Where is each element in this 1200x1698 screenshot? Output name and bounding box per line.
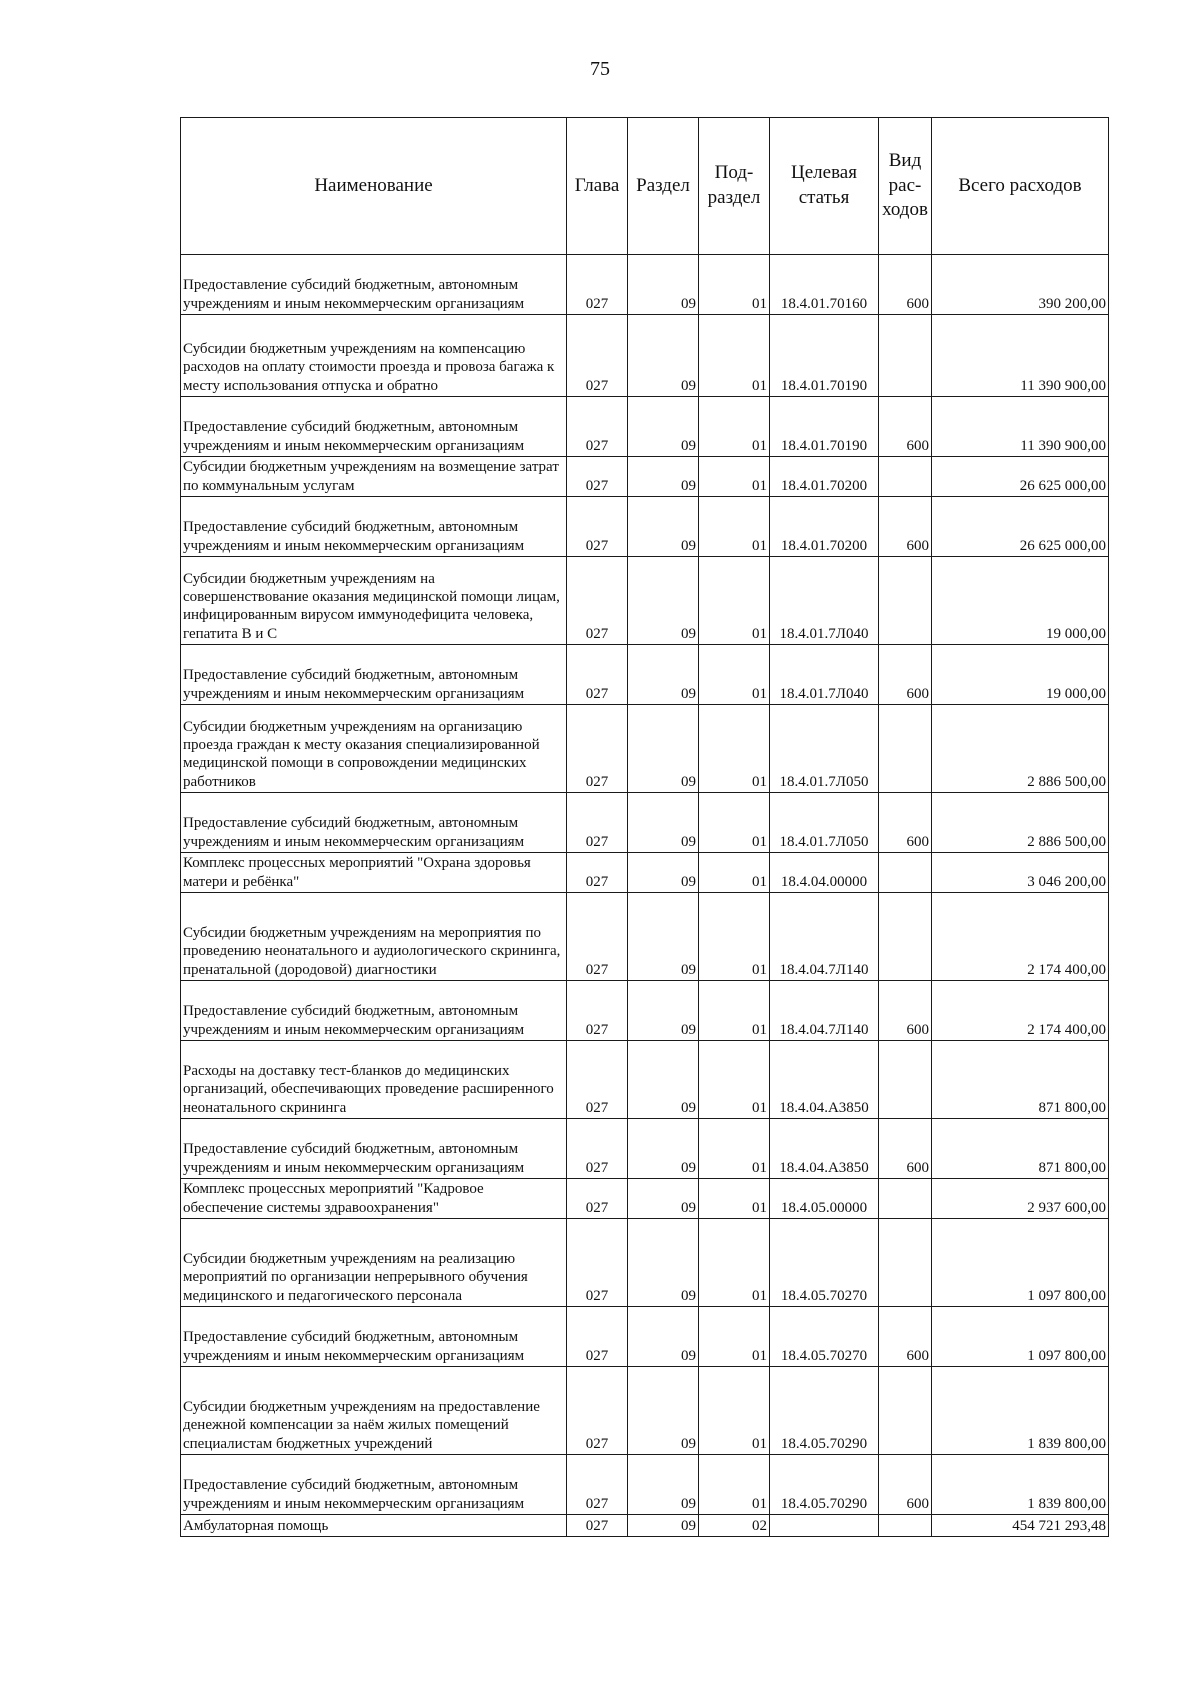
budget-table: [180, 117, 1109, 1537]
table-row: [181, 981, 1109, 1041]
row-subsection: 01: [699, 1041, 770, 1119]
row-total: 19 000,00: [932, 557, 1109, 645]
table-row: [181, 853, 1109, 893]
row-expense-type: 600: [879, 497, 932, 557]
row-name: Предоставление субсидий бюджетным, автономным учреждениям и иным некоммерческим организациям: [181, 645, 567, 705]
row-total: 1 097 800,00: [932, 1219, 1109, 1307]
header-section: Раздел: [628, 118, 699, 255]
header-total: Всего расходов: [932, 118, 1109, 255]
row-target-article: 18.4.01.7Л040: [770, 645, 879, 705]
row-subsection: 01: [699, 853, 770, 893]
row-chapter: 027: [567, 705, 628, 793]
row-subsection: 01: [699, 497, 770, 557]
row-total: 2 174 400,00: [932, 981, 1109, 1041]
row-expense-type: 600: [879, 981, 932, 1041]
row-section: 09: [628, 1515, 699, 1537]
row-chapter: 027: [567, 315, 628, 397]
header-subsection: Под- раздел: [699, 118, 770, 255]
row-target-article: 18.4.05.70270: [770, 1219, 879, 1307]
row-chapter: 027: [567, 497, 628, 557]
row-expense-type: [879, 853, 932, 893]
row-chapter: 027: [567, 793, 628, 853]
page-number: 75: [590, 58, 610, 80]
row-target-article: 18.4.01.70160: [770, 255, 879, 315]
row-chapter: 027: [567, 1455, 628, 1515]
row-target-article: 18.4.04.А3850: [770, 1041, 879, 1119]
row-target-article: 18.4.04.7Л140: [770, 981, 879, 1041]
row-total: 11 390 900,00: [932, 315, 1109, 397]
row-total: 19 000,00: [932, 645, 1109, 705]
row-subsection: 01: [699, 645, 770, 705]
row-name: Предоставление субсидий бюджетным, автономным учреждениям и иным некоммерческим организациям: [181, 981, 567, 1041]
row-expense-type: 600: [879, 255, 932, 315]
row-total: 871 800,00: [932, 1041, 1109, 1119]
table-row: [181, 1219, 1109, 1307]
row-section: 09: [628, 457, 699, 497]
row-total: 26 625 000,00: [932, 497, 1109, 557]
table-row: [181, 557, 1109, 645]
row-target-article: 18.4.04.7Л140: [770, 893, 879, 981]
row-total: 1 839 800,00: [932, 1367, 1109, 1455]
table-row: [181, 1515, 1109, 1537]
row-expense-type: [879, 557, 932, 645]
row-expense-type: 600: [879, 1119, 932, 1179]
row-expense-type: [879, 1219, 932, 1307]
row-name: Предоставление субсидий бюджетным, автономным учреждениям и иным некоммерческим организациям: [181, 255, 567, 315]
row-chapter: 027: [567, 1119, 628, 1179]
row-name: Предоставление субсидий бюджетным, автономным учреждениям и иным некоммерческим организациям: [181, 1119, 567, 1179]
row-total: 26 625 000,00: [932, 457, 1109, 497]
row-name: Субсидии бюджетным учреждениям на организацию проезда граждан к месту оказания специализированной медицинской помощи в сопровождении медицинских работников: [181, 705, 567, 793]
row-expense-type: 600: [879, 645, 932, 705]
row-chapter: 027: [567, 1179, 628, 1219]
row-target-article: 18.4.05.70290: [770, 1367, 879, 1455]
row-section: 09: [628, 397, 699, 457]
row-name: Амбулаторная помощь: [181, 1515, 567, 1537]
table-row: [181, 1307, 1109, 1367]
table-row: [181, 705, 1109, 793]
row-section: 09: [628, 981, 699, 1041]
row-chapter: 027: [567, 645, 628, 705]
row-total: 3 046 200,00: [932, 853, 1109, 893]
table-row: [181, 315, 1109, 397]
table-row: [181, 1367, 1109, 1455]
row-chapter: 027: [567, 255, 628, 315]
row-expense-type: 600: [879, 793, 932, 853]
row-chapter: 027: [567, 1367, 628, 1455]
row-section: 09: [628, 793, 699, 853]
table-row: [181, 1455, 1109, 1515]
header-expense-type: Вид рас- ходов: [879, 118, 932, 255]
row-target-article: 18.4.01.70200: [770, 457, 879, 497]
row-total: 871 800,00: [932, 1119, 1109, 1179]
row-name: Предоставление субсидий бюджетным, автономным учреждениям и иным некоммерческим организациям: [181, 397, 567, 457]
row-section: 09: [628, 1219, 699, 1307]
row-total: 1 097 800,00: [932, 1307, 1109, 1367]
row-subsection: 01: [699, 1307, 770, 1367]
table-row: [181, 893, 1109, 981]
row-total: 2 886 500,00: [932, 793, 1109, 853]
row-target-article: 18.4.05.00000: [770, 1179, 879, 1219]
row-chapter: 027: [567, 1041, 628, 1119]
row-section: 09: [628, 853, 699, 893]
row-target-article: 18.4.04.00000: [770, 853, 879, 893]
row-total: 11 390 900,00: [932, 397, 1109, 457]
table-body: [181, 255, 1109, 1537]
row-expense-type: [879, 1179, 932, 1219]
row-total: 390 200,00: [932, 255, 1109, 315]
row-total: 2 886 500,00: [932, 705, 1109, 793]
row-expense-type: 600: [879, 1455, 932, 1515]
row-chapter: 027: [567, 1515, 628, 1537]
row-name: Расходы на доставку тест-бланков до медицинских организаций, обеспечивающих проведение расширенного неонатального скрининга: [181, 1041, 567, 1119]
row-target-article: 18.4.01.70200: [770, 497, 879, 557]
row-name: Субсидии бюджетным учреждениям на реализацию мероприятий по организации непрерывного обучения медицинского и педагогического персонала: [181, 1219, 567, 1307]
row-expense-type: [879, 1367, 932, 1455]
table-row: [181, 397, 1109, 457]
row-section: 09: [628, 645, 699, 705]
row-target-article: 18.4.01.7Л050: [770, 793, 879, 853]
row-chapter: 027: [567, 397, 628, 457]
row-subsection: 01: [699, 315, 770, 397]
row-section: 09: [628, 315, 699, 397]
row-section: 09: [628, 1119, 699, 1179]
row-name: Комплекс процессных мероприятий "Охрана здоровья матери и ребёнка": [181, 853, 567, 893]
row-section: 09: [628, 497, 699, 557]
row-section: 09: [628, 893, 699, 981]
table-row: [181, 1119, 1109, 1179]
header-target: Целевая статья: [770, 118, 879, 255]
row-expense-type: [879, 893, 932, 981]
row-name: Предоставление субсидий бюджетным, автономным учреждениям и иным некоммерческим организациям: [181, 1455, 567, 1515]
row-target-article: 18.4.04.А3850: [770, 1119, 879, 1179]
row-chapter: 027: [567, 1219, 628, 1307]
row-target-article: [770, 1515, 879, 1537]
table-row: [181, 793, 1109, 853]
row-name: Предоставление субсидий бюджетным, автономным учреждениям и иным некоммерческим организациям: [181, 1307, 567, 1367]
row-name: Комплекс процессных мероприятий "Кадровое обеспечение системы здравоохранения": [181, 1179, 567, 1219]
row-expense-type: [879, 457, 932, 497]
row-chapter: 027: [567, 557, 628, 645]
table-row: [181, 645, 1109, 705]
row-chapter: 027: [567, 893, 628, 981]
row-subsection: 01: [699, 793, 770, 853]
header-name: Наименование: [181, 118, 567, 255]
row-subsection: 02: [699, 1515, 770, 1537]
row-expense-type: 600: [879, 397, 932, 457]
row-expense-type: [879, 1515, 932, 1537]
header-chapter: Глава: [567, 118, 628, 255]
row-subsection: 01: [699, 397, 770, 457]
row-chapter: 027: [567, 981, 628, 1041]
row-subsection: 01: [699, 1179, 770, 1219]
row-name: Предоставление субсидий бюджетным, автономным учреждениям и иным некоммерческим организациям: [181, 793, 567, 853]
row-subsection: 01: [699, 557, 770, 645]
row-section: 09: [628, 1179, 699, 1219]
row-expense-type: 600: [879, 1307, 932, 1367]
row-section: 09: [628, 1041, 699, 1119]
row-target-article: 18.4.01.70190: [770, 315, 879, 397]
table-row: [181, 255, 1109, 315]
row-target-article: 18.4.05.70270: [770, 1307, 879, 1367]
table-row: [181, 1179, 1109, 1219]
row-subsection: 01: [699, 1119, 770, 1179]
row-subsection: 01: [699, 1455, 770, 1515]
row-section: 09: [628, 255, 699, 315]
row-name: Субсидии бюджетным учреждениям на возмещение затрат по коммунальным услугам: [181, 457, 567, 497]
row-chapter: 027: [567, 853, 628, 893]
row-chapter: 027: [567, 1307, 628, 1367]
row-name: Предоставление субсидий бюджетным, автономным учреждениям и иным некоммерческим организациям: [181, 497, 567, 557]
row-total: 1 839 800,00: [932, 1455, 1109, 1515]
row-total: 2 174 400,00: [932, 893, 1109, 981]
row-section: 09: [628, 705, 699, 793]
row-target-article: 18.4.01.70190: [770, 397, 879, 457]
row-subsection: 01: [699, 705, 770, 793]
row-name: Субсидии бюджетным учреждениям на совершенствование оказания медицинской помощи лицам, инфицированным вирусом иммунодефицита человека, гепатита В и С: [181, 557, 567, 645]
row-subsection: 01: [699, 457, 770, 497]
row-target-article: 18.4.01.7Л040: [770, 557, 879, 645]
row-name: Субсидии бюджетным учреждениям на мероприятия по проведению неонатального и аудиологического скрининга, пренатальной (дородовой) диагностики: [181, 893, 567, 981]
row-subsection: 01: [699, 893, 770, 981]
row-section: 09: [628, 1307, 699, 1367]
row-subsection: 01: [699, 1367, 770, 1455]
row-section: 09: [628, 1367, 699, 1455]
table-row: [181, 1041, 1109, 1119]
table-row: [181, 497, 1109, 557]
row-section: 09: [628, 557, 699, 645]
row-subsection: 01: [699, 1219, 770, 1307]
header-row: [181, 118, 1109, 255]
row-total: 2 937 600,00: [932, 1179, 1109, 1219]
table-row: [181, 457, 1109, 497]
row-total: 454 721 293,48: [932, 1515, 1109, 1537]
row-name: Субсидии бюджетным учреждениям на компенсацию расходов на оплату стоимости проезда и провоза багажа к месту использования отпуска и обратно: [181, 315, 567, 397]
row-target-article: 18.4.05.70290: [770, 1455, 879, 1515]
row-subsection: 01: [699, 255, 770, 315]
row-expense-type: [879, 705, 932, 793]
row-target-article: 18.4.01.7Л050: [770, 705, 879, 793]
row-expense-type: [879, 1041, 932, 1119]
row-chapter: 027: [567, 457, 628, 497]
row-expense-type: [879, 315, 932, 397]
row-subsection: 01: [699, 981, 770, 1041]
row-name: Субсидии бюджетным учреждениям на предоставление денежной компенсации за наём жилых помещений специалистам бюджетных учреждений: [181, 1367, 567, 1455]
row-section: 09: [628, 1455, 699, 1515]
